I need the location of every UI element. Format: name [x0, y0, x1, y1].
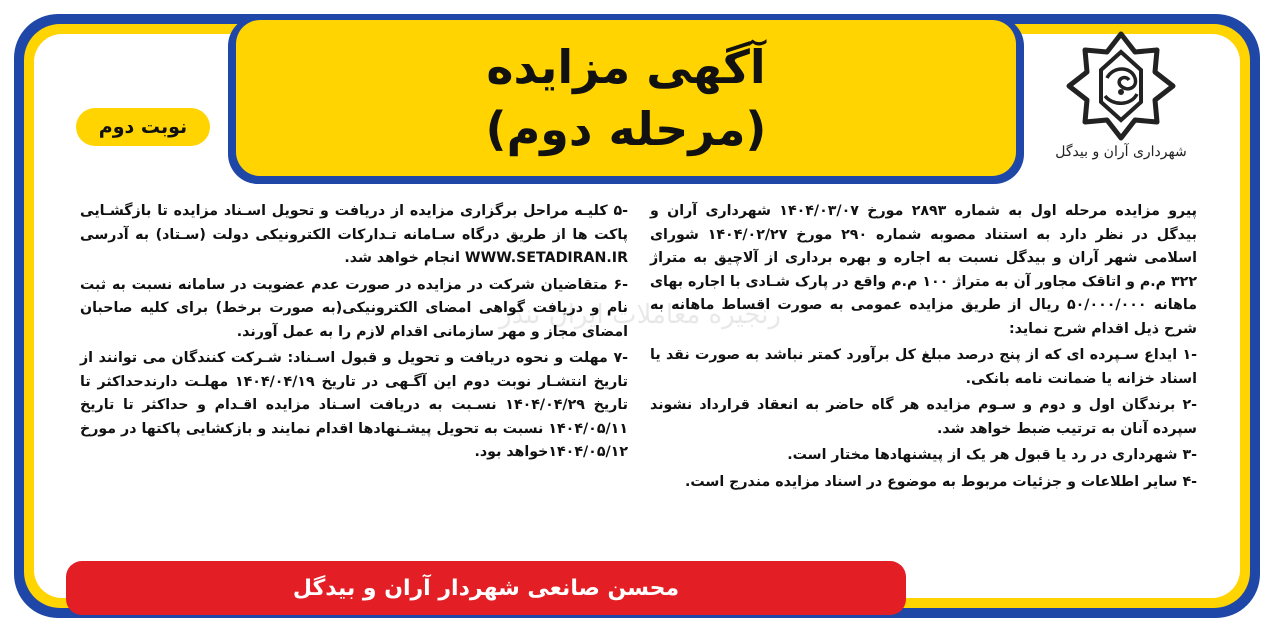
item-5-text: -۵ کلیـه مراحل برگزاری مزایده از دریافت و تحویل اسـناد مزایده تا بازگشـایی پاکت ها از طریق درگاه سـامانه تـدارکات الکترونیکی دولت (سـتاد) به آدرسی	[80, 203, 628, 243]
notice-body-right	[650, 200, 1197, 494]
item-5-suffix: انجام خواهد شد.	[344, 250, 460, 266]
signature-text: محسن صانعی شهردار آران و بیدگل	[292, 575, 680, 601]
round-badge: نوبت دوم	[76, 108, 210, 146]
setad-website-link[interactable]: WWW.SETADIRAN.IR	[464, 250, 628, 266]
logo-caption: شهرداری آران و بیدگل	[1055, 144, 1187, 160]
item-1: -۱ ایداع سـپرده ای که از پنج درصد مبلغ کل برآورد کمتر نباشد به صورت نقد یا اسناد خزانه یا ضمانت نامه بانکی.	[650, 347, 1197, 387]
item-4: -۴ سایر اطلاعات و جزئیات مربوط به موضوع در اسناد مزایده مندرج است.	[684, 473, 1197, 490]
item-5	[80, 200, 628, 271]
municipality-logo	[1046, 30, 1196, 175]
item-6: -۶ متقاضیان شرکت در مزایده در صورت عدم عضویت در سامانه نسبت به ثبت نام و دریافت گواهی امضای الکترونیکی(به صورت برخط) برای کلیه صاحبان امضای مجاز و مهر سازمانی اقدام لازم را به عمل آورند.	[80, 276, 628, 340]
notice-body-left	[80, 200, 628, 465]
title-box	[236, 20, 1016, 176]
title-stage: (مرحله دوم)	[485, 102, 767, 156]
title-main: آگهی مزایده	[486, 40, 766, 94]
municipality-emblem-icon	[1061, 30, 1181, 142]
item-3: -۳ شهرداری در رد یا قبول هر یک از پیشنهادها مختار است.	[787, 447, 1197, 463]
signature-bar	[66, 561, 906, 615]
item-7: -۷ مهلت و نحوه دریافت و تحویل و قبول اسـناد: شـرکت کنندگان می توانند از تاریخ انتشـار نوبت دوم این آگـهی در تاریخ ۱۴۰۴/۰۴/۱۹ مهلـت دارندحداکثر تا تاریخ ۱۴۰۴/۰۴/۲۹ نسـبت به دریافت اسـناد مزایده اقـدام و حداکثر تا تاریخ ۱۴۰۴/۰۵/۱۱ نسبت به تحویل پیشـنهادها اقدام نمایند و بازکشایی پاکتها در مورخ ۱۴۰۴/۰۵/۱۲خواهد بود.	[80, 350, 628, 460]
intro-paragraph: پیرو مزایده مرحله اول به شماره ۲۸۹۳ مورخ ۱۴۰۴/۰۳/۰۷ شهرداری آران و بیدگل در نظر دارد به استناد مصوبه شماره ۲۹۰ مورخ ۱۴۰۴/۰۲/۲۷ شورای اسلامی شهر آران و بیدگل نسبت به اجاره و بهره برداری از آلاچیق به متراژ ۳۲۲ م.م و اتاقک مجاور آن به متراژ ۱۰۰ م.م واقع در پارک شـادی با اجاره بهای ماهانه ۵۰/۰۰۰/۰۰۰ ریال از طریق مزایده عمومی به صورت اقساط ماهانه به شرح ذیل اقدام شرح نماید:	[650, 203, 1197, 337]
item-2: -۲ برندگان اول و دوم و سـوم مزایده هر گاه حاضر به انعقاد قرارداد نشوند سپرده آنان به ترتیب ضبط خواهد شد.	[650, 397, 1197, 437]
